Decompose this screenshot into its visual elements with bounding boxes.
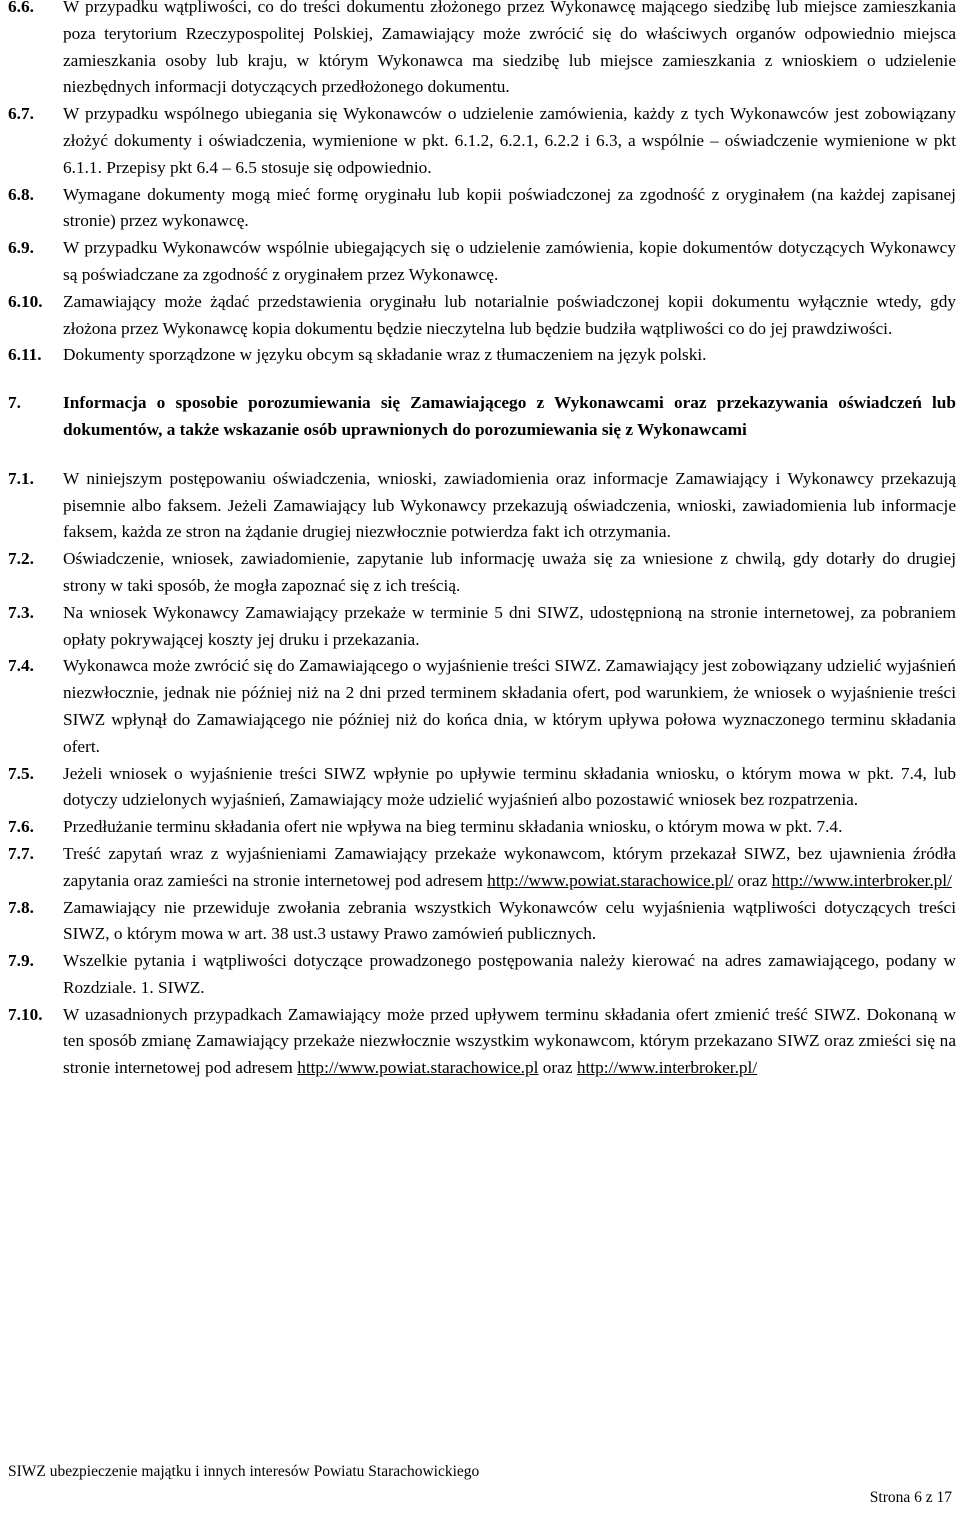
- item-text: W niniejszym postępowaniu oświadczenia, wnioski, zawiadomienia oraz informacje Zamawiający i Wykonawcy przekazują pisemnie albo faksem. Jeżeli Zamawiający lub Wykonawcy przekazują oświadczenia, wnioski, zawiadomienia lub informacje faksem, każda ze stron na żądanie drugiej niezwłocznie potwierdza fakt ich otrzymania.: [63, 468, 956, 542]
- item-text: Na wniosek Wykonawcy Zamawiający przekaże w terminie 5 dni SIWZ, udostępnioną na stronie internetowej, za pobraniem opłaty pokrywającej koszty jej druku i przekazania.: [63, 602, 956, 649]
- paragraph-6-9: [8, 235, 956, 289]
- paragraph-6-11: [8, 342, 956, 369]
- paragraph-7-5: [8, 761, 956, 815]
- heading-number: 7.: [8, 393, 21, 413]
- item-text: Zamawiający może żądać przedstawienia oryginału lub notarialnie poświadczonej kopii dokumentu wyłącznie wtedy, gdy złożona przez Wykonawcę kopia dokumentu będzie nieczytelna lub będzie budziła wątpliwości co do jej prawdziwości.: [63, 291, 956, 338]
- item-number: 7.9.: [8, 951, 34, 971]
- paragraph-6-10: [8, 289, 956, 343]
- paragraph-7-8: [8, 895, 956, 949]
- item-text: W przypadku wspólnego ubiegania się Wykonawców o udzielenie zamówienia, każdy z tych Wykonawców jest zobowiązany złożyć dokumenty i oświadczenia, wymienione w pkt. 6.1.2, 6.2.1, 6.2.2 i 6.3, a wspólnie – oświadczenie wymienione w pkt 6.1.1. Przepisy pkt 6.4 – 6.5 stosuje się odpowiednio.: [63, 104, 956, 177]
- item-number: 7.1.: [8, 468, 34, 488]
- paragraph-7-1: [8, 466, 956, 546]
- item-text-body: W uzasadnionych przypadkach Zamawiający może przed upływem terminu składania ofert zmienić treść SIWZ. Dokonaną w ten sposób zmianę Zamawiający przekaże niezwłocznie wszystkim wykonawcom, którym przekazano SIWZ oraz zmieści się na stronie internetowej pod adresem: [63, 1004, 956, 1078]
- footer-title: SIWZ ubezpieczenie majątku i innych interesów Powiatu Starachowickiego: [8, 1463, 480, 1480]
- item-number: 6.7.: [8, 104, 34, 124]
- paragraph-6-8: [8, 182, 956, 236]
- paragraph-7-3: [8, 600, 956, 654]
- link-separator: oraz: [538, 1058, 577, 1078]
- item-text: Wszelkie pytania i wątpliwości dotyczące prowadzonego postępowania należy kierować na adres zamawiającego, podany w Rozdziale. 1. SIWZ.: [63, 951, 956, 997]
- paragraph-7-2: [8, 546, 956, 600]
- paragraph-7-10: [8, 1002, 956, 1082]
- item-number: 7.6.: [8, 817, 34, 837]
- item-number: 7.3.: [8, 602, 34, 622]
- powiat-link[interactable]: http://www.powiat.starachowice.pl/: [487, 870, 734, 890]
- item-text: Wykonawca może zwrócić się do Zamawiającego o wyjaśnienie treści SIWZ. Zamawiający jest zobowiązany udzielić wyjaśnień niezwłocznie, jednak nie później niż na 2 dni przed terminem składania ofert, pod warunkiem, że wniosek o wyjaśnienie treści SIWZ wpłynął do Zamawiającego nie później niż do końca dnia, w którym upływa połowa wyznaczonego terminu składania ofert.: [63, 656, 956, 756]
- document-body: [8, 0, 956, 1082]
- item-number: 6.6.: [8, 0, 34, 16]
- item-number: 6.10.: [8, 291, 43, 311]
- item-text: Jeżeli wniosek o wyjaśnienie treści SIWZ wpłynie po upływie terminu składania wniosku, o którym mowa w pkt. 7.4, lub dotyczy udzielonych wyjaśnień, Zamawiający może udzielić wyjaśnień albo pozostawić wniosek bez rozpatrzenia.: [63, 763, 956, 810]
- item-text: Oświadczenie, wniosek, zawiadomienie, zapytanie lub informację uważa się za wniesione z chwilą, gdy dotarły do drugiej strony w taki sposób, że mogła zapoznać się z ich treścią.: [63, 549, 956, 595]
- heading-text: Informacja o sposobie porozumiewania się Zamawiającego z Wykonawcami oraz przekazywania oświadczeń lub dokumentów, a także wskazanie osób uprawnionych do porozumiewania się z Wykonawcami: [63, 393, 956, 439]
- item-text-body: Treść zapytań wraz z wyjaśnieniami Zamawiający przekaże wykonawcom, którym przekazał SIWZ, bez ujawnienia źródła zapytania oraz zamieści na stronie internetowej pod adresem: [63, 843, 956, 890]
- interbroker-link[interactable]: http://www.interbroker.pl/: [576, 1058, 758, 1078]
- item-number: 6.9.: [8, 238, 34, 258]
- page-number: Strona 6 z 17: [869, 1489, 952, 1506]
- item-text: [63, 1002, 956, 1082]
- paragraph-7-7: [8, 841, 956, 895]
- item-text: W przypadku Wykonawców wspólnie ubiegających się o udzielenie zamówienia, kopie dokumentów dotyczących Wykonawcy są poświadczane za zgodność z oryginałem przez Wykonawcę.: [63, 238, 956, 284]
- item-text: W przypadku wątpliwości, co do treści dokumentu złożonego przez Wykonawcę mającego siedzibę lub miejsce zamieszkania poza terytorium Rzeczypospolitej Polskiej, Zamawiający może zwrócić się do właściwych organów odpowiednio miejsca zamieszkania osoby lub kraju, w którym Wykonawca ma siedzibę lub miejsce zamieszkania z wnioskiem o udzielenie niezbędnych informacji dotyczących przedłożonego dokumentu.: [63, 0, 956, 97]
- paragraph-6-7: [8, 101, 956, 181]
- item-number: 7.7.: [8, 843, 34, 863]
- item-number: 7.10.: [8, 1004, 43, 1024]
- item-text: Dokumenty sporządzone w języku obcym są składanie wraz z tłumaczeniem na język polski.: [63, 345, 707, 365]
- item-number: 7.4.: [8, 656, 34, 676]
- item-text: Wymagane dokumenty mogą mieć formę oryginału lub kopii poświadczonej za zgodność z oryginałem (na każdej zapisanej stronie) przez wykonawcę.: [63, 184, 956, 231]
- powiat-link[interactable]: http://www.powiat.starachowice.pl: [297, 1058, 539, 1078]
- link-separator: oraz: [733, 870, 772, 890]
- item-number: 6.11.: [8, 345, 42, 365]
- item-text: [63, 841, 956, 895]
- item-text: Przedłużanie terminu składania ofert nie wpływa na bieg terminu składania wniosku, o którym mowa w pkt. 7.4.: [63, 817, 843, 837]
- item-number: 6.8.: [8, 184, 34, 204]
- interbroker-link[interactable]: http://www.interbroker.pl/: [771, 870, 952, 890]
- paragraph-6-6: [8, 0, 956, 101]
- item-number: 7.5.: [8, 763, 34, 783]
- paragraph-7-6: [8, 814, 956, 841]
- item-text: Zamawiający nie przewiduje zwołania zebrania wszystkich Wykonawców celu wyjaśnienia wątpliwości dotyczących treści SIWZ, o którym mowa w art. 38 ust.3 ustawy Prawo zamówień publicznych.: [63, 897, 956, 944]
- section-7-heading: [8, 390, 956, 444]
- item-number: 7.8.: [8, 897, 34, 917]
- paragraph-7-4: [8, 653, 956, 760]
- item-number: 7.2.: [8, 549, 34, 569]
- paragraph-7-9: [8, 948, 956, 1002]
